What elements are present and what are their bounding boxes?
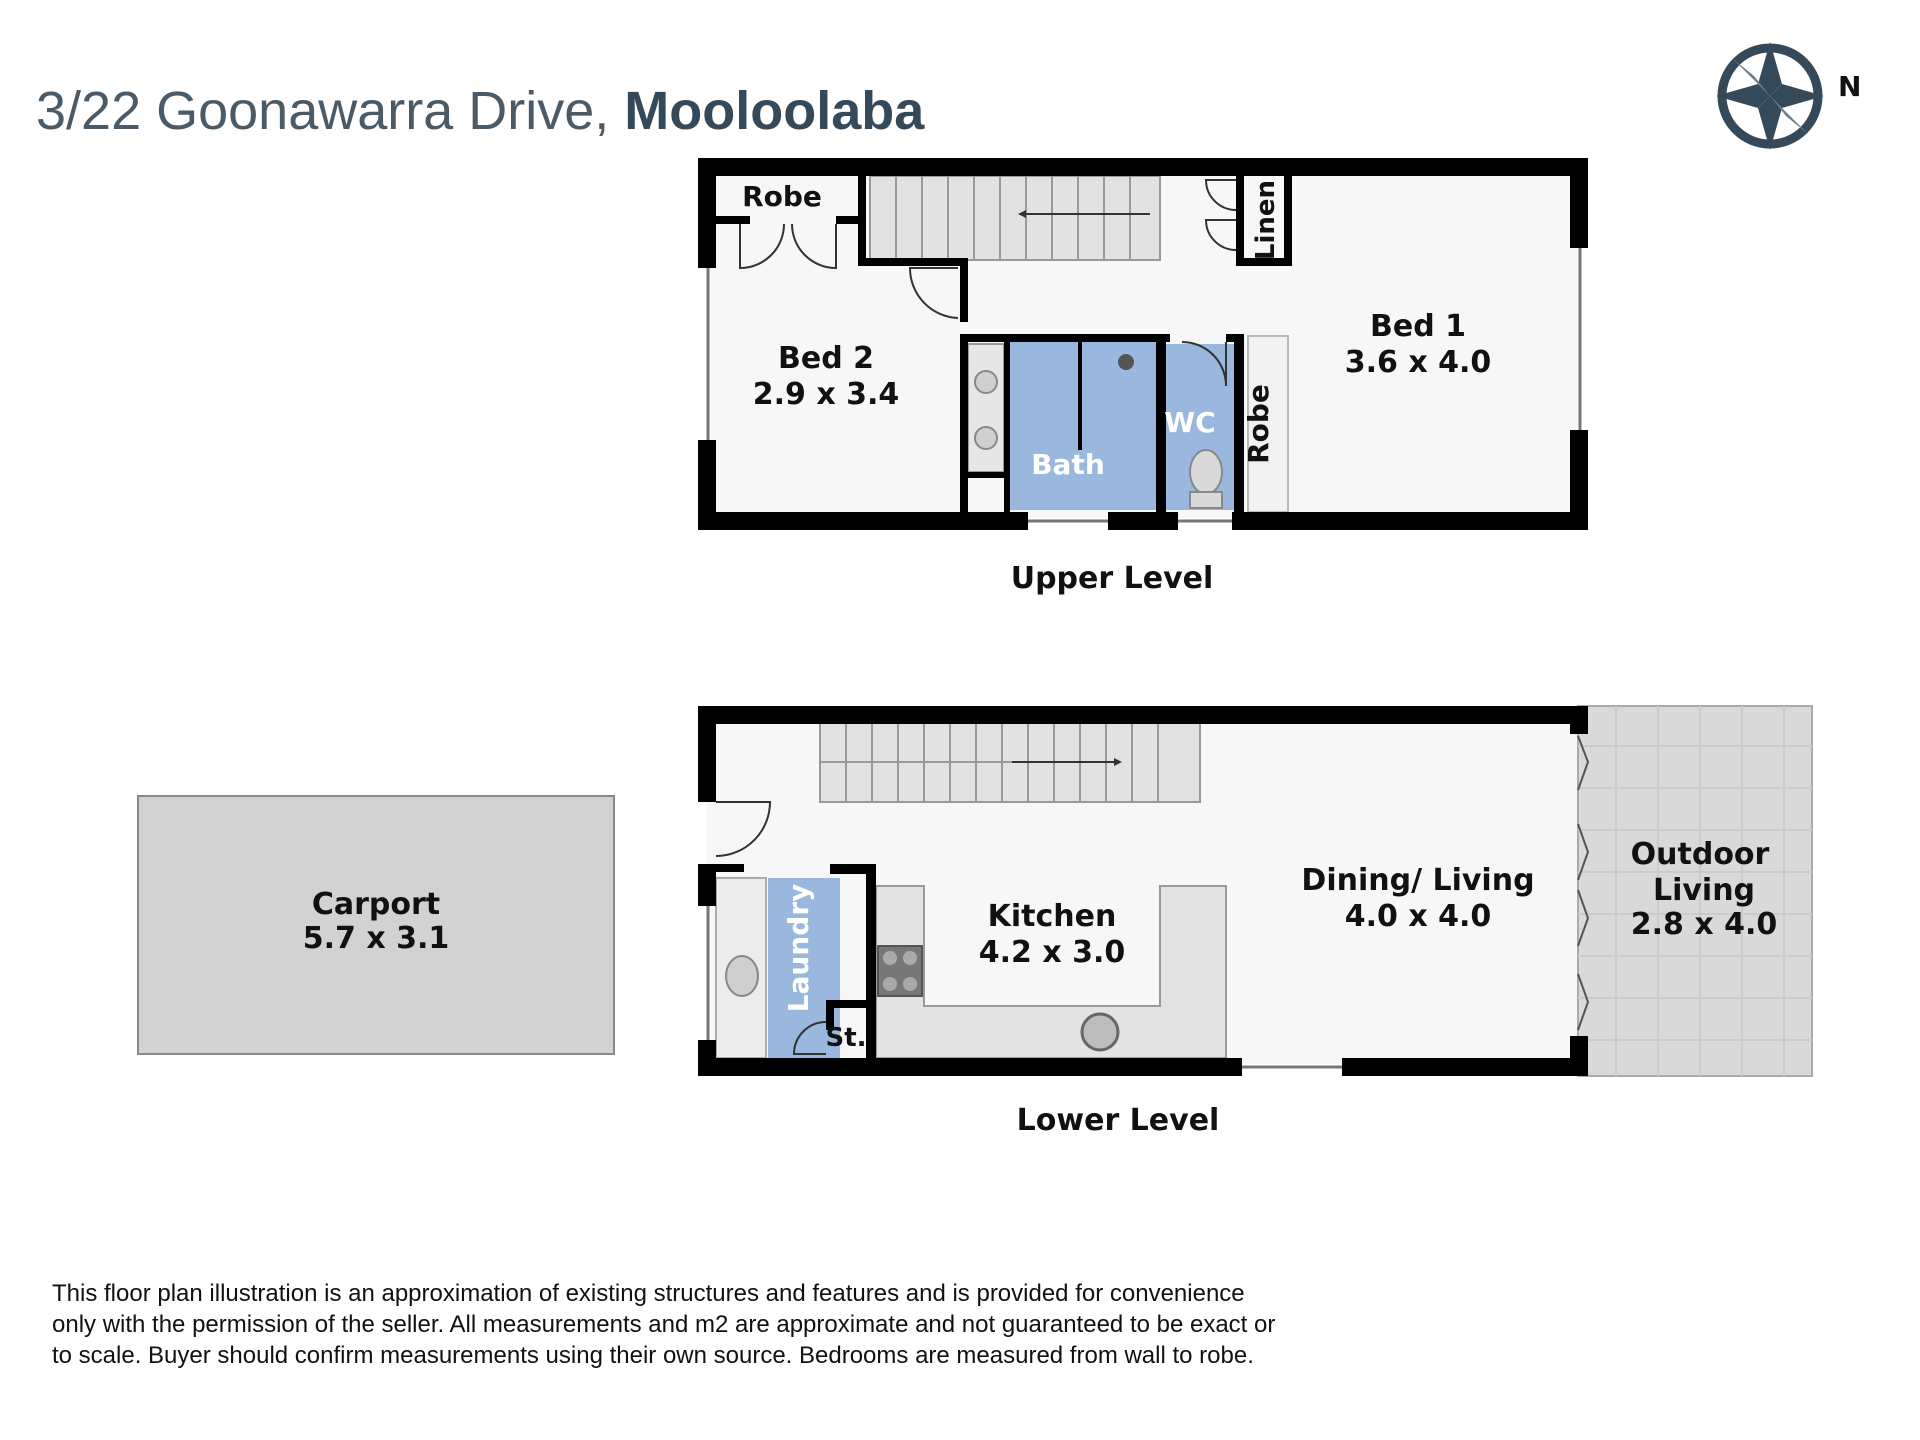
dining-size: 4.0 x 4.0 (1344, 899, 1492, 934)
cooktop-icon (878, 946, 922, 996)
compass-icon (1716, 42, 1824, 150)
bed2-name: Bed 2 (777, 341, 875, 376)
bed1-size: 3.6 x 4.0 (1344, 345, 1492, 380)
suburb-text: Mooloolaba (624, 81, 925, 141)
store-label: St. (825, 1023, 867, 1053)
outdoor-name-line1: Outdoor (1630, 837, 1770, 872)
lower-level-label: Lower Level (1016, 1103, 1220, 1138)
laundry-label: Laundry (782, 883, 815, 1013)
disclaimer-line: only with the permission of the seller. All measurements and m2 are approximate and not guaranteed to be exact or (52, 1311, 1276, 1338)
lower-level-plan (698, 706, 1812, 1076)
outdoor-size: 2.8 x 4.0 (1630, 907, 1778, 942)
laundry-tub-icon (726, 956, 758, 996)
bed1-name: Bed 1 (1369, 309, 1467, 344)
kitchen-size: 4.2 x 3.0 (978, 935, 1126, 970)
robe-right-label: Robe (1242, 384, 1275, 464)
upper-level-plan (698, 158, 1588, 530)
sink-icon (1082, 1014, 1118, 1050)
compass-north-label: N (1838, 70, 1862, 103)
bed2-size: 2.9 x 3.4 (752, 377, 900, 412)
carport-size: 5.7 x 3.1 (302, 921, 450, 956)
disclaimer-line: to scale. Buyer should confirm measurements using their own source. Bedrooms are measured from wall to robe. (52, 1342, 1254, 1369)
disclaimer (52, 1278, 1492, 1371)
carport-name: Carport (311, 887, 441, 922)
bath-label: Bath (1031, 448, 1105, 481)
disclaimer-line: This floor plan illustration is an approximation of existing structures and features and is provided for convenience (52, 1280, 1245, 1307)
linen-label: Linen (1251, 179, 1281, 261)
outdoor-name-line2: Living (1652, 873, 1756, 908)
stairs-upper (870, 176, 1160, 260)
address-text: 3/22 Goonawarra Drive, (36, 81, 610, 141)
kitchen-name: Kitchen (987, 899, 1117, 934)
upper-level-label: Upper Level (1010, 561, 1214, 596)
wc-label: WC (1164, 406, 1216, 439)
dining-name: Dining/ Living (1301, 863, 1535, 898)
robe-left-label: Robe (742, 180, 822, 213)
